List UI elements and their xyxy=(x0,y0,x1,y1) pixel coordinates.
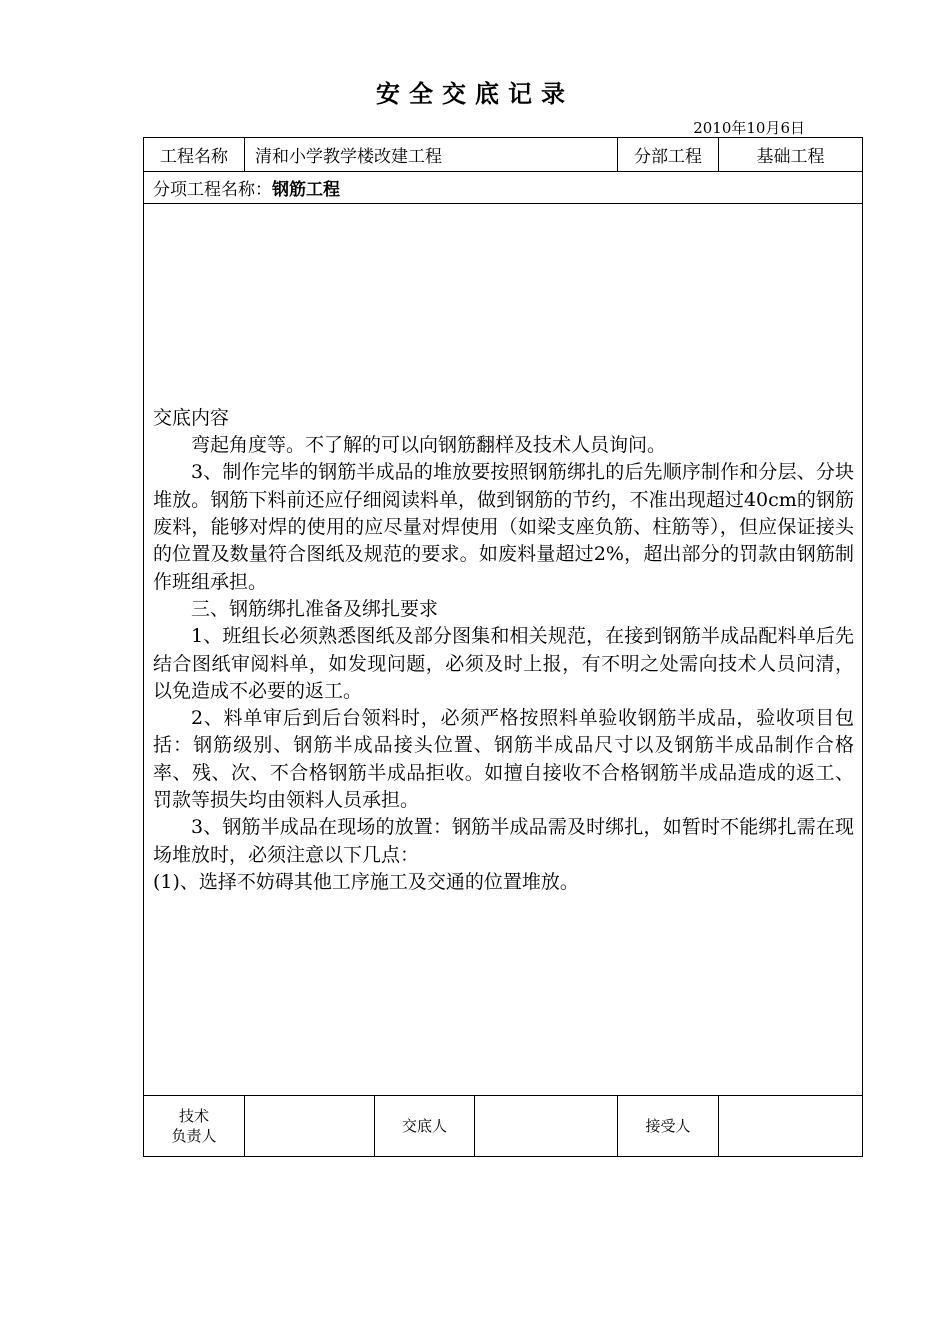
content-section-heading: 三、钢筋绑扎准备及绑扎要求 xyxy=(191,597,439,620)
division-label: 分部工程 xyxy=(618,138,719,172)
subitem-cell xyxy=(144,172,863,204)
subitem-label: 分项工程名称： xyxy=(153,180,272,200)
content-heading: 交底内容 xyxy=(153,406,230,429)
content-row xyxy=(144,204,863,1096)
document-date: 2010年10月6日 xyxy=(693,119,805,137)
discloser-label: 交底人 xyxy=(375,1096,475,1157)
content-paragraph: 2、料单审后到后台领料时，必须严格按照料单验收钢筋半成品，验收项目包括：钢筋级别、钢筋半成品接头位置、钢筋半成品尺寸以及钢筋半成品制作合格率、残、次、不合格钢筋半成品拒收。如擅自接收不合格钢筋半成品造成的返工、罚款等损失均由领料人员承担。 xyxy=(153,707,854,811)
subitem-row xyxy=(144,172,863,204)
content-paragraph: 3、钢筋半成品在现场的放置：钢筋半成品需及时绑扎，如暂时不能绑扎需在现场堆放时，必须注意以下几点： xyxy=(153,816,854,866)
project-name-label: 工程名称 xyxy=(144,138,245,172)
signature-row xyxy=(144,1096,863,1157)
receiver-label: 接受人 xyxy=(618,1096,719,1157)
receiver-signature-field[interactable] xyxy=(719,1096,863,1157)
content-paragraph: 1、班组长必须熟悉图纸及部分图集和相关规范，在接到钢筋半成品配料单后先结合图纸审阅料单，如发现问题，必须及时上报，有不明之处需向技术人员问清，以免造成不必要的返工。 xyxy=(153,625,854,702)
tech-lead-signature-field[interactable] xyxy=(245,1096,375,1157)
division-value: 基础工程 xyxy=(719,138,863,172)
project-row xyxy=(144,138,863,172)
content-paragraph: 3、制作完毕的钢筋半成品的堆放要按照钢筋绑扎的后先顺序制作和分层、分块堆放。钢筋下料前还应仔细阅读料单，做到钢筋的节约，不准出现超过40cm的钢筋废料，能够对焊的使用的应尽量对焊使用（如梁支座负筋、柱筋等），但应保证接头的位置及数量符合图纸及规范的要求。如废料量超过2%，超出部分的罚款由钢筋制作班组承担。 xyxy=(153,461,854,593)
tech-lead-label-line1: 技术 xyxy=(178,1107,209,1125)
project-name-value: 清和小学教学楼改建工程 xyxy=(245,138,618,172)
disclosure-form xyxy=(143,137,863,1157)
discloser-signature-field[interactable] xyxy=(475,1096,618,1157)
tech-lead-label-line2: 负责人 xyxy=(171,1127,217,1145)
content-paragraph: 弯起角度等。不了解的可以向钢筋翻样及技术人员询问。 xyxy=(191,434,667,457)
content-cell xyxy=(144,204,863,1096)
content-paragraph: (1)、选择不妨碍其他工序施工及交通的位置堆放。 xyxy=(153,870,579,893)
tech-lead-label xyxy=(144,1096,245,1157)
subitem-value: 钢筋工程 xyxy=(272,180,340,200)
document-title: 安全交底记录 xyxy=(376,79,574,108)
